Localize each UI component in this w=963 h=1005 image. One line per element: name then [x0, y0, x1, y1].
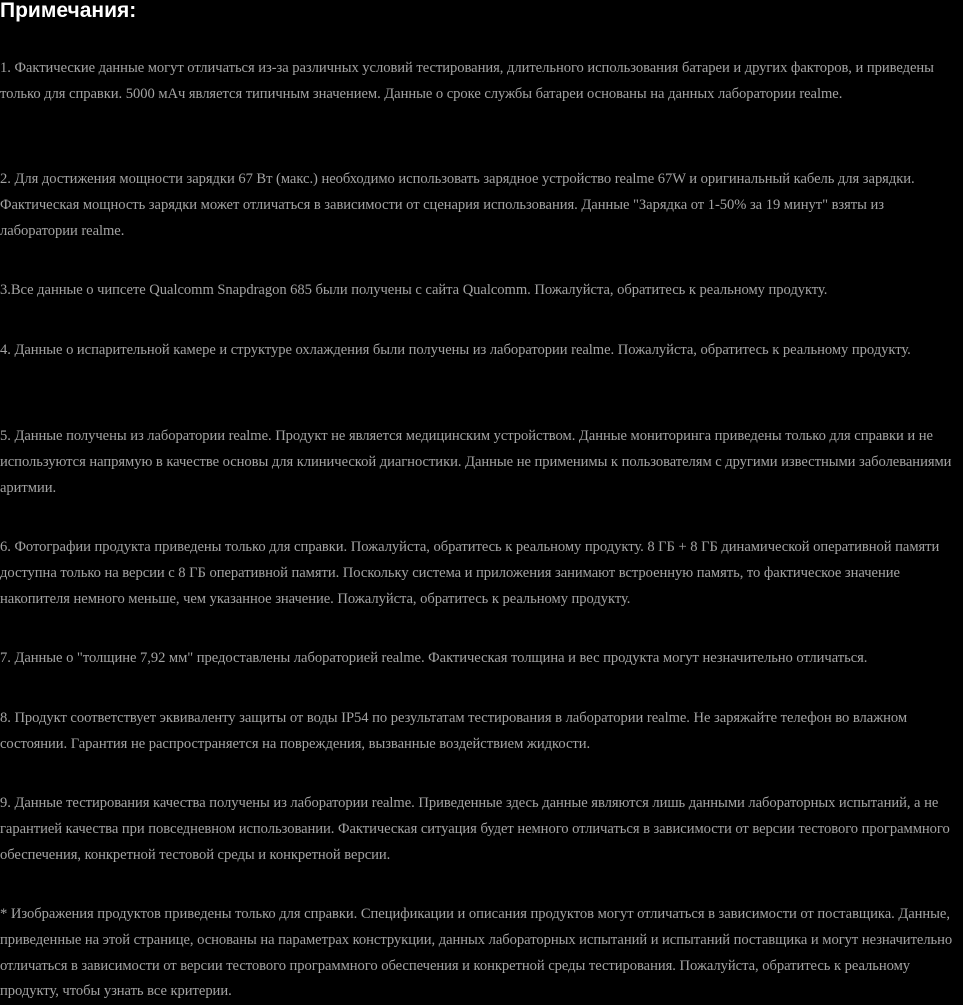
note-5: 5. Данные получены из лаборатории realme. Продукт не является медицинским устройством. Данные мониторинга приведены только для справки и не используются напрямую в качестве основы для клинической диагностики. Данные не применимы к пользователям с другими известными заболеваниями аритмии.	[0, 428, 952, 496]
note-disclaimer: * Изображения продуктов приведены только для справки. Спецификации и описания продуктов могут отличаться в зависимости от поставщика. Данные, приведенные на этой странице, основаны на параметрах конструкции, данных лабораторных испытаний и испытаний поставщика и могут незначительно отличаться в зависимости от версии тестового программного обеспечения и конкретной среды тестирования. Пожалуйста, обратитесь к реальному продукту, чтобы узнать все критерии.	[0, 906, 953, 1000]
note-3: 3.Все данные о чипсете Qualcomm Snapdragon 685 были получены с сайта Qualcomm. Пожалуйста, обратитесь к реальному продукту.	[0, 282, 828, 298]
note-8: 8. Продукт соответствует эквиваленту защиты от воды IP54 по результатам тестирования в лаборатории realme. Не заряжайте телефон во влажном состоянии. Гарантия не распространяется на повреждения, вызванные воздействием жидкости.	[0, 710, 908, 752]
notes-title: Примечания:	[0, 0, 137, 22]
note-2: 2. Для достижения мощности зарядки 67 Вт (макс.) необходимо использовать зарядное устройство realme 67W и оригинальный кабель для зарядки. Фактическая мощность зарядки может отличаться в зависимости от сценария использования. Данные "Зарядка от 1-50% за 19 минут" взяты из лаборатории realme.	[0, 171, 915, 239]
note-9: 9. Данные тестирования качества получены из лаборатории realme. Приведенные здесь данные являются лишь данными лабораторных испытаний, а не гарантией качества при повседневном использовании. Фактическая ситуация будет немного отличаться в зависимости от версии тестового программного обеспечения, конкретной тестовой среды и конкретной версии.	[0, 795, 950, 863]
note-7: 7. Данные о "толщине 7,92 мм" предоставлены лабораторией realme. Фактическая толщина и вес продукта могут незначительно отличаться.	[0, 650, 868, 666]
note-1: 1. Фактические данные могут отличаться из-за различных условий тестирования, длительного использования батареи и других факторов, и приведены только для справки. 5000 мАч является типичным значением. Данные о сроке службы батареи основаны на данных лаборатории realme.	[0, 60, 934, 102]
note-6: 6. Фотографии продукта приведены только для справки. Пожалуйста, обратитесь к реальному продукту. 8 ГБ + 8 ГБ динамической оперативной памяти доступна только на версии с 8 ГБ оперативной памяти. Поскольку система и приложения занимают встроенную память, то фактическое значение накопителя немного меньше, чем указанное значение. Пожалуйста, обратитесь к реальному продукту.	[0, 539, 940, 607]
note-4: 4. Данные о испарительной камере и структуре охлаждения были получены из лаборатории realme. Пожалуйста, обратитесь к реальному продукту.	[0, 342, 911, 358]
